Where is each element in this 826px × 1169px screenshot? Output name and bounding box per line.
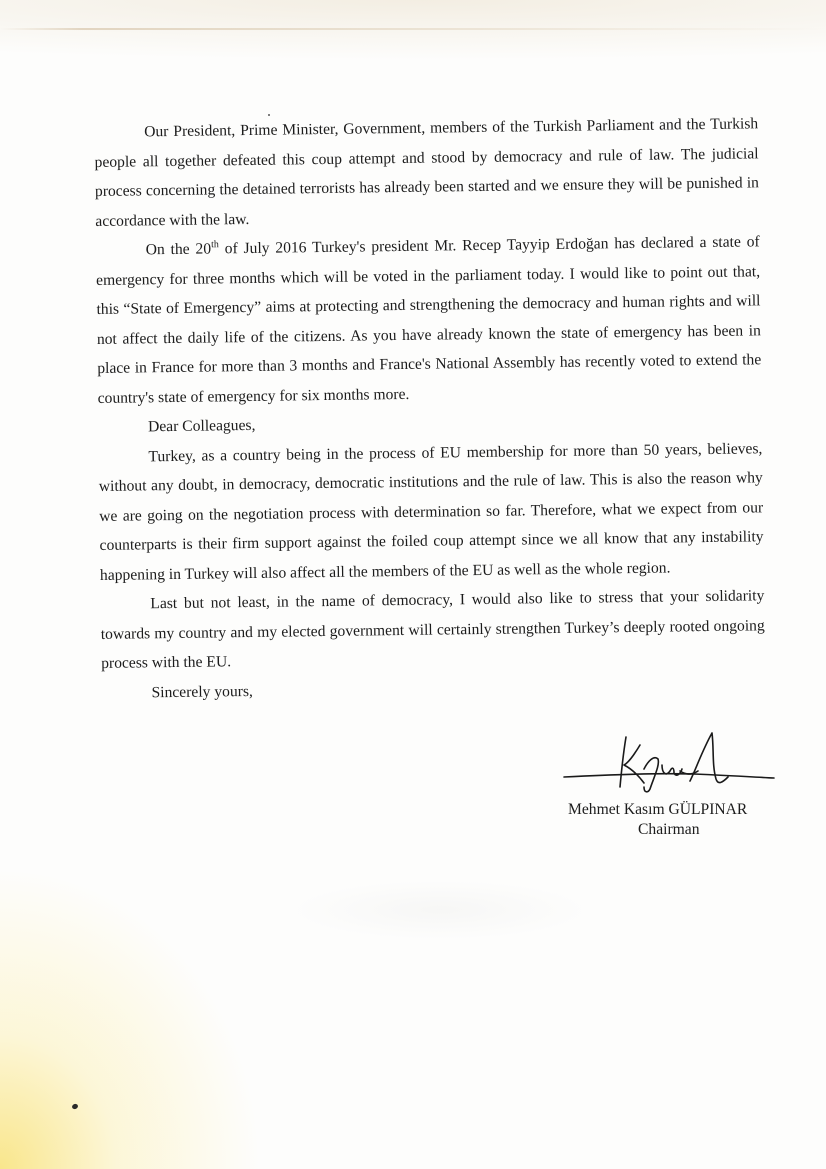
paper-speck-large [71, 1103, 78, 1110]
paragraph-2-start: On the 20 [145, 240, 212, 259]
ordinal-suffix: th [210, 239, 219, 251]
signer-name: Mehmet Kasım GÜLPINAR [568, 801, 748, 818]
signature-block [560, 725, 790, 845]
closing: Sincerely yours, [151, 682, 253, 701]
paragraph-2 [96, 227, 762, 413]
paragraph-2-rest: of July 2016 Turkey's president Mr. Recep Tayyip Erdoğan has declared a state of emergency for three months which will be voted in the parliament today. I would like to point out that, this “State of Emergency” aims at protecting and strengthening the democracy and human rights and will not affect the daily life of the citizens. As you have already known the state of emergency has been in place in France for more than 3 months and France's National Assembly has recently voted to extend the country's state of emergency for six months more. [96, 233, 762, 407]
handwritten-signature [562, 725, 776, 795]
faint-backside-bleed [290, 880, 590, 940]
signer-title: Chairman [638, 821, 700, 838]
paragraph-1: Our President, Prime Minister, Government, members of the Turkish Parliament and the Turkish people all together defeated this coup attempt and stood by democracy and rule of law. The judicial process concerning the detained terrorists has already been started and we ensure they will be punished in accordance with the law. [94, 115, 760, 230]
paragraph-4: Last but not least, in the name of democracy, I would also like to stress that your solidarity towards my country and my elected government will certainly strengthen Turkey’s deeply rooted ongoing process with the EU. [100, 587, 765, 672]
letter-body [94, 109, 766, 708]
paper-top-edge [0, 28, 826, 30]
salutation: Dear Colleagues, [147, 416, 256, 436]
paragraph-3: Turkey, as a country being in the process of EU membership for more than 50 years, believes, without any doubt, in democracy, democratic institutions and the rule of law. This is also the reason why we are going on the negotiation process with determination so far. Therefore, what we expect from our counterparts is their firm support against the foiled coup attempt since we all know that any instability happening in Turkey will also affect all the members of the EU as well as the whole region. [98, 439, 764, 584]
